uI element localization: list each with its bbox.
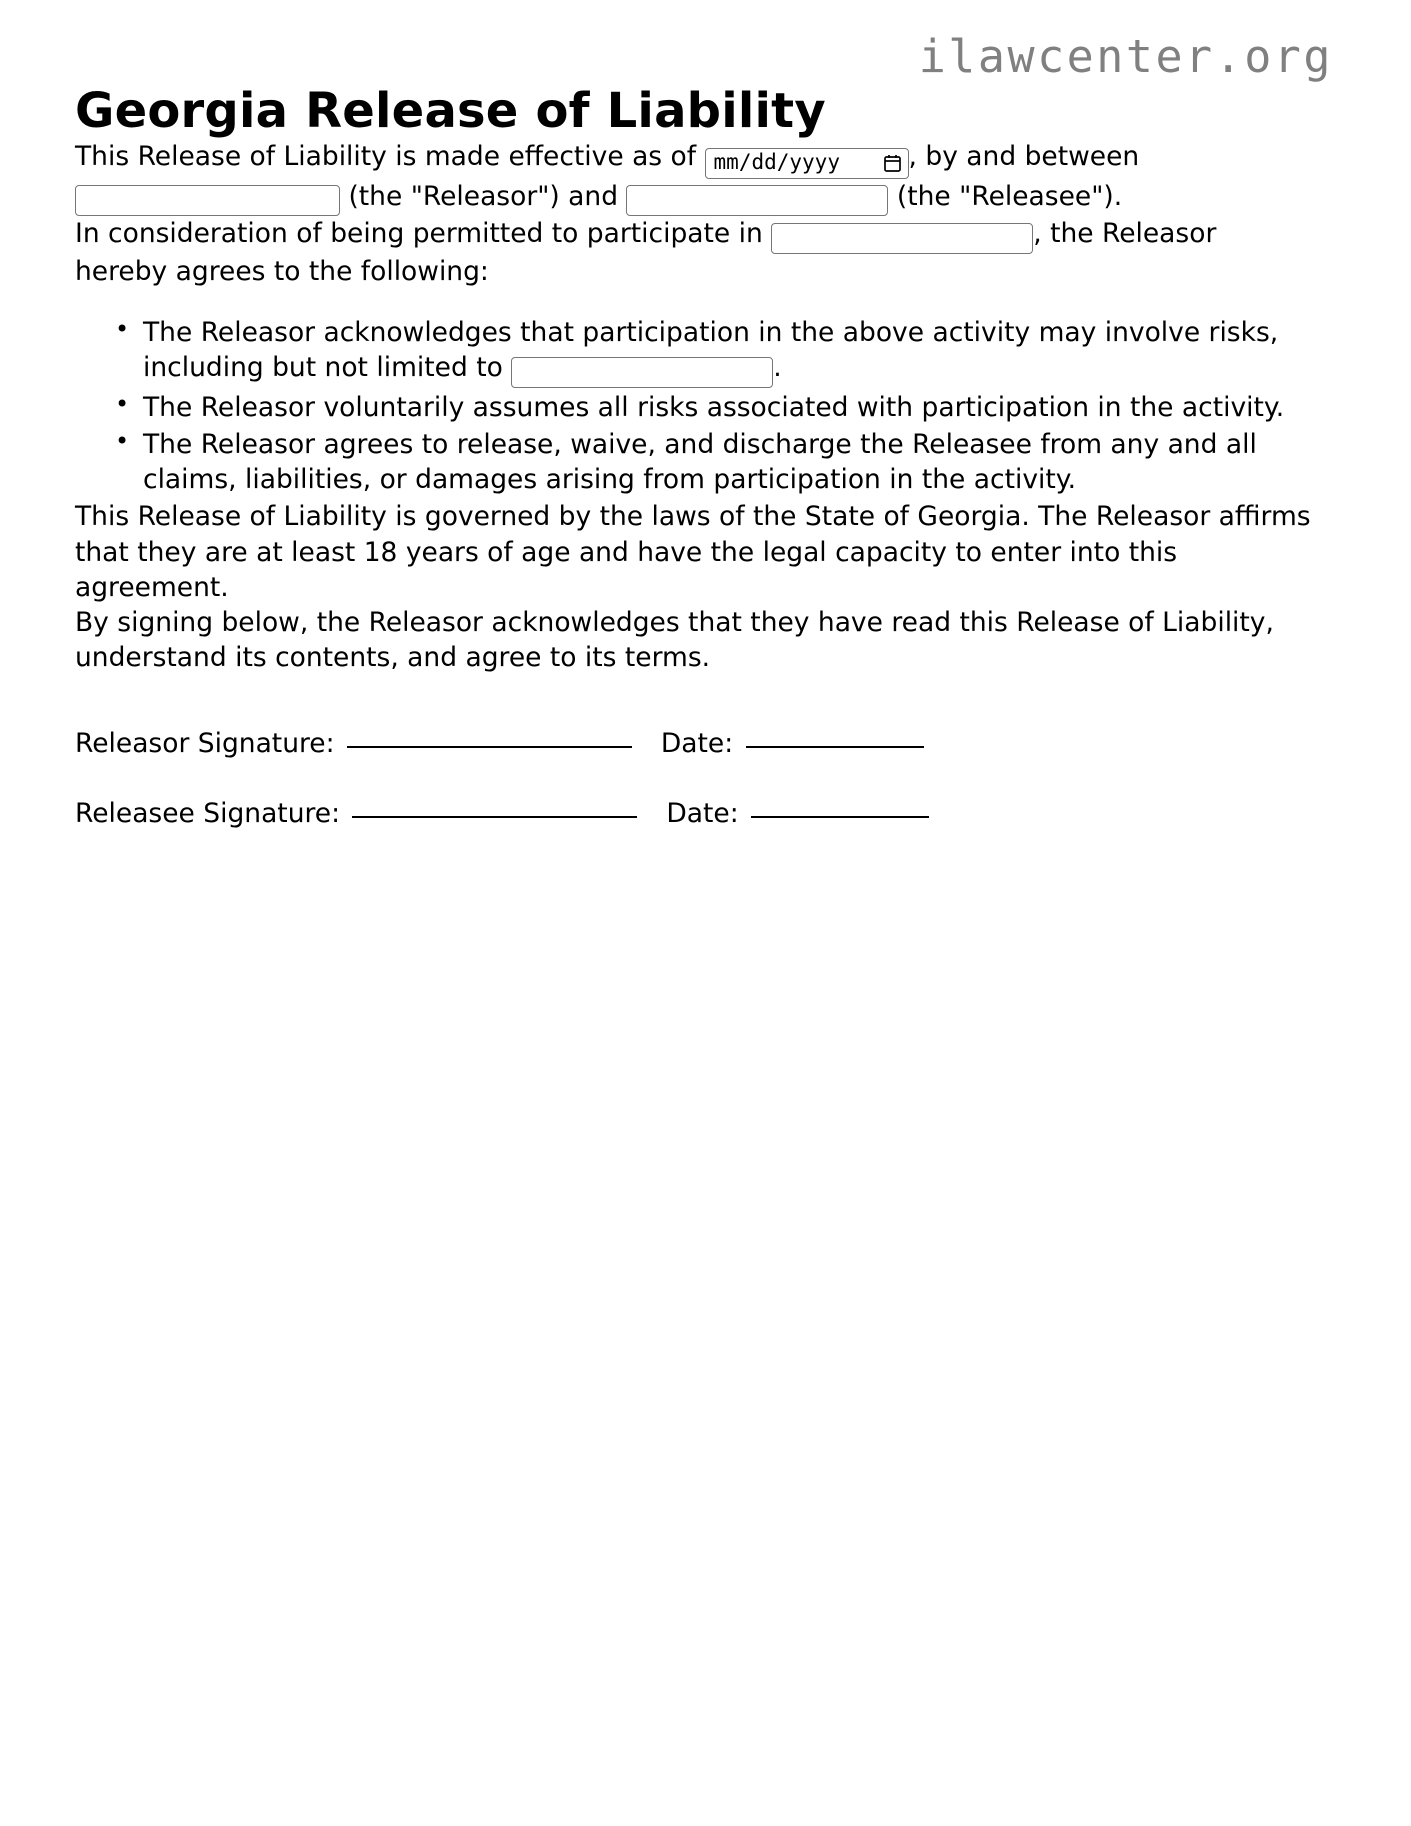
bullet-1-text: The Releasor acknowledges that participation in the above activity may involve risks, including but not limited to xyxy=(143,316,1279,384)
releasee-name-input[interactable] xyxy=(626,185,888,216)
signing-acknowledgement-paragraph: By signing below, the Releasor acknowledges that they have read this Release of Liability, understand its contents, and agree to its terms. xyxy=(75,607,1274,674)
releasee-date-line[interactable] xyxy=(751,816,929,818)
consideration-after-field-text: , the Releasor xyxy=(1033,218,1217,250)
releasor-name-input[interactable] xyxy=(75,185,340,216)
consideration-paragraph xyxy=(75,216,1336,289)
list-item xyxy=(143,315,1336,388)
list-item xyxy=(143,427,1336,497)
governing-law-paragraph: This Release of Liability is governed by the laws of the State of Georgia. The Releasor affirms that they are at least 18 years of age and have the legal capacity to enter into this agreement. xyxy=(75,501,1311,603)
releasor-date-label: Date: xyxy=(660,727,734,759)
releasor-signature-label: Releasor Signature: xyxy=(75,727,335,759)
obligations-list xyxy=(75,315,1336,497)
activity-input[interactable] xyxy=(771,223,1033,254)
page-title: Georgia Release of Liability xyxy=(75,83,826,139)
calendar-icon[interactable] xyxy=(884,154,901,172)
bullet-1-suffix: . xyxy=(773,352,782,384)
consideration-lead-text: In consideration of being permitted to participate in xyxy=(75,218,763,250)
releasee-label: (the "Releasee"). xyxy=(896,180,1123,212)
intro-lead-text: This Release of Liability is made effective as of xyxy=(75,141,697,173)
releasee-signature-row xyxy=(75,796,1336,831)
intro-after-date-text: , by and between xyxy=(908,141,1140,173)
releasee-date-label: Date: xyxy=(666,797,739,829)
risks-input[interactable] xyxy=(511,357,773,388)
releasor-signature-line[interactable] xyxy=(347,746,632,748)
releasor-label: (the "Releasor") and xyxy=(348,180,619,212)
consideration-tail-text: hereby agrees to the following: xyxy=(75,255,489,287)
intro-paragraph xyxy=(75,139,1336,216)
site-watermark: ilawcenter.org xyxy=(918,30,1333,83)
bullet-3-text: The Releasor agrees to release, waive, and discharge the Releasee from any and all claims, liabilities, or damages arising from participation in the activity. xyxy=(143,428,1257,496)
bullet-2-text: The Releasor voluntarily assumes all risks associated with participation in the activity. xyxy=(143,391,1285,423)
releasor-date-line[interactable] xyxy=(746,746,924,748)
effective-date-placeholder: mm/dd/yyyy xyxy=(713,150,840,175)
releasee-signature-line[interactable] xyxy=(352,816,637,818)
list-item xyxy=(143,390,1336,425)
effective-date-input[interactable] xyxy=(705,148,909,179)
signature-block xyxy=(75,726,1336,831)
releasor-signature-row xyxy=(75,726,1336,761)
releasee-signature-label: Releasee Signature: xyxy=(75,797,341,829)
